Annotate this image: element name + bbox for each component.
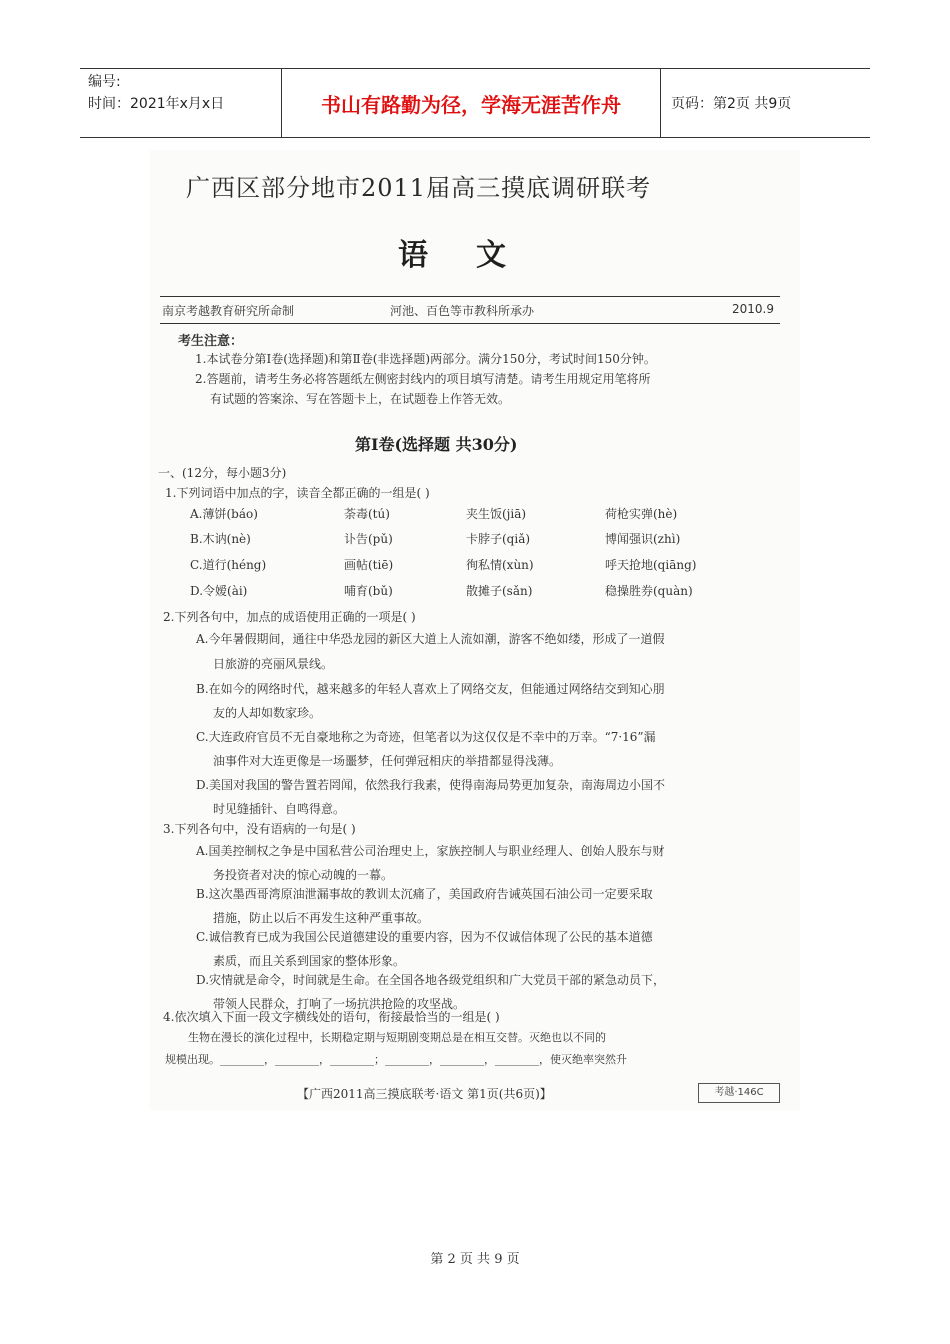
question-4-line-2: 规模出现。________，________，________；________，________，________，使灭绝率突然升 [165,1053,627,1066]
q1-option-cell: D.令嫒(ài) [190,584,248,598]
q1-option-cell: C.道行(héng) [190,558,267,572]
q2-option-line: D.美国对我国的警告置若罔闻，依然我行我素，使得南海局势更加复杂，南海周边小国不 [196,778,666,792]
q3-option-line: 素质，而且关系到国家的整体形象。 [213,954,406,968]
q1-option-cell: A.薄饼(báo) [190,507,258,521]
q2-option-line: 日旅游的亮丽风景线。 [213,657,334,671]
question-4-line-1: 生物在漫长的演化过程中，长期稳定期与短期剧变期总是在相互交替。灭绝也以不同的 [188,1031,606,1044]
exam-title: 广西区部分地市2011届高三摸底调研联考 [186,174,652,202]
q2-option-line: B.在如今的网络时代，越来越多的年轻人喜欢上了网络交友，但能通过网络结交到知心朋 [196,682,665,696]
q1-option-cell: 哺育(bǔ) [344,584,393,598]
exam-subject: 语文 [398,238,554,273]
notice-2a: 2.答题前，请考生务必将答题纸左侧密封线内的项目填写清楚。请考生用规定用笔将所 [195,372,651,386]
q2-option-line: 时见缝插针、自鸣得意。 [213,802,346,816]
q1-option-cell: 卡脖子(qiǎ) [466,532,531,546]
q1-option-cell: 夹生饭(jiā) [466,507,527,521]
q3-option-line: 务投资者对决的惊心动魄的一幕。 [213,868,394,882]
q3-option-line: 带领人民群众，打响了一场抗洪抢险的攻坚战。 [213,997,466,1011]
q3-option-line: D.灾情就是命令，时间就是生命。在全国各地各级党组织和广大党员干部的紧急动员下， [196,973,666,987]
q3-option-line: C.诚信教育已成为我国公民道德建设的重要内容，因为不仅诚信体现了公民的基本道德 [196,930,653,944]
q2-option-line: 友的人却如数家珍。 [213,706,322,720]
header-meta [80,69,282,137]
q2-option-line: C.大连政府官员不无自豪地称之为奇迹，但笔者以为这仅仅是不幸中的万幸。“7·16”漏 [196,730,656,744]
question-3: 3.下列各句中，没有语病的一句是( ) [163,822,356,836]
header-page-label: 页码：第2页 共9页 [671,96,792,112]
header-motto: 书山有路勤为径，学海无涯苦作舟 [282,69,661,137]
question-2: 2.下列各句中，加点的成语使用正确的一项是( ) [163,610,416,624]
q1-option-cell: 博闻强识(zhì) [605,532,681,546]
q1-option-cell: 荼毒(tú) [344,507,390,521]
serial-label: 编号: [88,74,121,90]
q3-option-line: 措施，防止以后不再发生这种严重事故。 [213,911,430,925]
document-header [80,68,870,138]
q1-option-cell: 徇私情(xùn) [466,558,534,572]
q1-option-cell: 画帖(tiē) [344,558,394,572]
time-label: 时间：2021年x月x日 [88,96,225,112]
q1-option-cell: 荷枪实弹(hè) [605,507,678,521]
section-title: 第Ⅰ卷(选择题 共30分) [355,435,518,454]
exam-info-bar [160,296,780,324]
question-4: 4.依次填入下面一段文字横线处的语句，衔接最恰当的一组是( ) [163,1010,500,1024]
question-1: 1.下列词语中加点的字，读音全都正确的一组是( ) [165,486,430,500]
q1-option-cell: 散摊子(sǎn) [466,584,533,598]
q2-option-line: A.今年暑假期间，通往中华恐龙园的新区大道上人流如潮，游客不绝如缕，形成了一道假 [196,632,665,646]
q3-option-line: A.国美控制权之争是中国私营公司治理史上，家族控制人与职业经理人、创始人股东与财 [196,844,665,858]
exam-page-footer: 【广西2011高三摸底联考·语文 第1页(共6页)】 [297,1087,552,1101]
q1-option-cell: 呼天抢地(qiāng) [605,558,697,572]
org-mid: 河池、百色等市教科所承办 [390,304,535,318]
page-number: 第 2 页 共 9 页 [430,1252,520,1267]
q1-option-cell: 讣告(pǔ) [344,532,393,546]
q1-option-cell: 稳操胜券(quàn) [605,584,693,598]
exam-date: 2010.9 [732,302,774,316]
q3-option-line: B.这次墨西哥湾原油泄漏事故的教训太沉痛了，美国政府告诫英国石油公司一定要采取 [196,887,653,901]
notice-title: 考生注意： [178,334,244,349]
q1-option-cell: B.木讷(nè) [190,532,251,546]
notice-2b: 有试题的答案涂、写在答题卡上，在试题卷上作答无效。 [210,392,511,406]
q2-option-line: 油事件对大连更像是一场噩梦，任何弹冠相庆的举措都显得浅薄。 [213,754,562,768]
notice-1: 1.本试卷分第Ⅰ卷(选择题)和第Ⅱ卷(非选择题)两部分。满分150分，考试时间150分钟。 [195,352,656,366]
org-left: 南京考越教育研究所命制 [162,304,295,318]
exam-code-badge: 考越·146C [698,1083,780,1103]
part-1-heading: 一、(12分，每小题3分) [158,466,287,480]
